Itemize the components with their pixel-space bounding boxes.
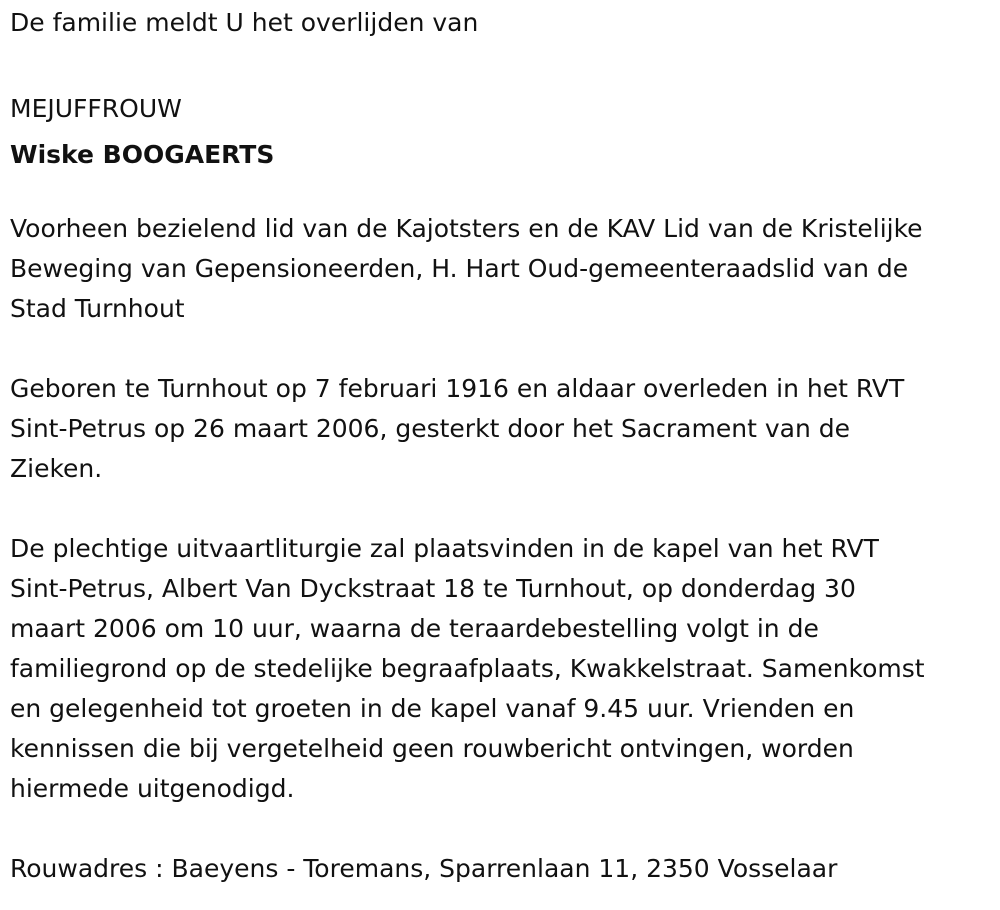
spacer [10, 175, 988, 209]
paragraph-line: Geboren te Turnhout op 7 februari 1916 en aldaar overleden in het RVT [10, 374, 905, 403]
birth-death-paragraph [10, 369, 988, 489]
paragraph-line: Voorheen bezielend lid van de Kajotsters en de KAV Lid van de Kristelijke [10, 214, 923, 243]
intro-text: De familie meldt U het overlijden van [10, 8, 479, 37]
paragraph-line: Beweging van Gepensioneerden, H. Hart Oud-gemeenteraadslid van de [10, 254, 909, 283]
spacer [10, 43, 988, 83]
deceased-name: Wiske BOOGAERTS [10, 140, 275, 169]
funeral-paragraph [10, 529, 988, 809]
honorific-title: MEJUFFROUW [10, 94, 182, 123]
paragraph-line: Sint-Petrus op 26 maart 2006, gesterkt door het Sacrament van de [10, 414, 850, 443]
paragraph-line: kennissen die bij vergetelheid geen rouwbericht ontvingen, worden [10, 734, 854, 763]
spacer [10, 809, 988, 849]
paragraph-line: Zieken. [10, 454, 103, 483]
paragraph-line: Stad Turnhout [10, 294, 185, 323]
paragraph-line: hiermede uitgenodigd. [10, 774, 295, 803]
paragraph-line: De plechtige uitvaartliturgie zal plaatsvinden in de kapel van het RVT [10, 534, 879, 563]
biography-paragraph [10, 209, 988, 329]
spacer [10, 489, 988, 529]
paragraph-line: familiegrond op de stedelijke begraafplaats, Kwakkelstraat. Samenkomst [10, 654, 925, 683]
mourning-address: Rouwadres : Baeyens - Toremans, Sparrenlaan 11, 2350 Vosselaar [10, 854, 838, 883]
paragraph-line: maart 2006 om 10 uur, waarna de teraardebestelling volgt in de [10, 614, 819, 643]
paragraph-line: Sint-Petrus, Albert Van Dyckstraat 18 te Turnhout, op donderdag 30 [10, 574, 856, 603]
paragraph-line: en gelegenheid tot groeten in de kapel vanaf 9.45 uur. Vrienden en [10, 694, 855, 723]
spacer [10, 329, 988, 369]
